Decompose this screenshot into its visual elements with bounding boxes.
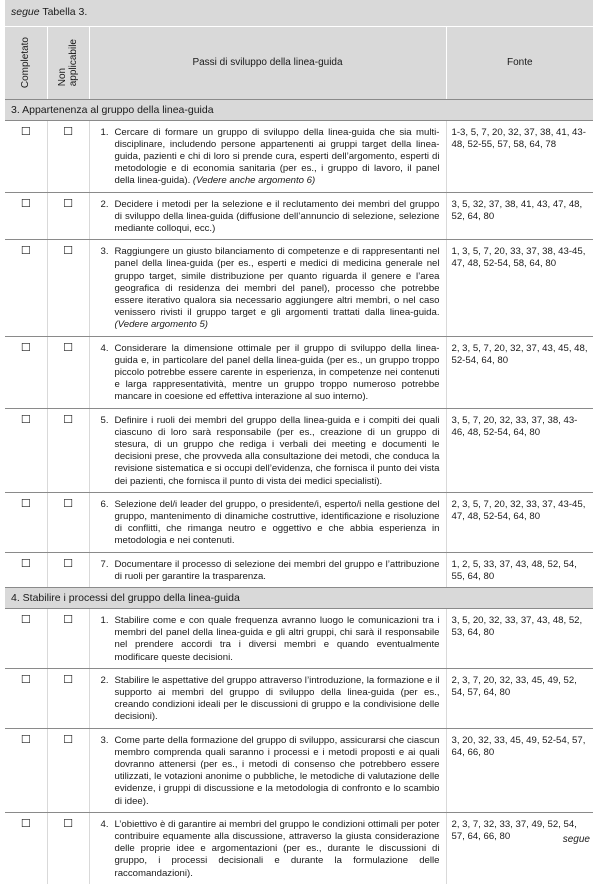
completed-checkbox[interactable]: ☐ [5,240,47,336]
step-text: Decidere i metodi per la selezione e il reclutamento dei membri del gruppo di sviluppo della linea-guida (diffusione dell’annuncio di selezione, selezione mediante colloqui, ecc.) [114,198,440,234]
table-header [5,26,593,99]
step-text: Stabilire le aspettative del gruppo attraverso l’introduzione, la formazione e il supporto ai membri del gruppo di sviluppo della linea-guida (per es., creando condizioni ideali per le discussioni di gruppo e la condivisione delle decisioni). [114,674,440,723]
step-text-block [115,819,440,880]
table-row [5,492,593,552]
step-cell [89,336,446,408]
step-number: 7. [100,558,109,570]
step-cell [89,728,446,812]
step-number: 4. [100,342,109,354]
source-references: 3, 5, 32, 37, 38, 41, 43, 47, 48, 52, 64, 80 [446,192,593,240]
table-row [5,192,593,240]
table-row [5,668,593,728]
step-cross-reference: (Vedere anche argomento 6) [192,175,316,187]
section-title: 4. Stabilire i processi del gruppo della linea-guida [5,588,593,609]
completed-checkbox[interactable]: ☐ [5,120,47,192]
step-cell [89,492,446,552]
table-row [5,728,593,812]
completed-checkbox[interactable]: ☐ [5,492,47,552]
source-references: 1, 2, 5, 33, 37, 43, 48, 52, 54, 55, 64, 80 [446,552,593,587]
step-text: Definire i ruoli dei membri del gruppo della linea-guida e i compiti dei quali ciascuno di loro sarà responsabile (per es., creazione di un gruppo di stesura, di un gruppo che rediga i verbali dei meeting e documenti le decisioni prese, che provveda alla consultazione dei metodi, che conduca la revisione sistematica e si occupi dell’evidenza, che fornisca il punto dei vista dei pazienti, che fornisca il punto di vista dei medici specialisti). [114,414,440,487]
step-text-block [115,415,440,488]
guideline-checklist-table [5,0,593,884]
completed-checkbox[interactable]: ☐ [5,812,47,884]
table-row [5,552,593,587]
header-not-applicable [47,26,89,99]
not-applicable-checkbox[interactable]: ☐ [47,492,89,552]
continuation-note: segue [562,834,590,845]
completed-checkbox[interactable]: ☐ [5,668,47,728]
not-applicable-checkbox[interactable]: ☐ [47,552,89,587]
step-number: 2. [100,198,109,210]
source-references: 2, 3, 5, 7, 20, 32, 33, 37, 43-45, 47, 48, 52-54, 64, 80 [446,492,593,552]
table-row [5,609,593,669]
step-text-block [115,735,440,808]
header-steps: Passi di sviluppo della linea-guida [89,26,446,99]
step-text: Selezione del/i leader del gruppo, o presidente/i, esperto/i nella gestione del gruppo, mantenimento di dinamiche costruttive, identificazione e risoluzione di conflitti, che rimanga neutro e oggettivo e che abbia esperienza in metodologia e nei contenuti. [114,498,440,547]
not-applicable-checkbox[interactable]: ☐ [47,609,89,669]
step-number: 1. [100,615,109,626]
source-references: 1-3, 5, 7, 20, 32, 37, 38, 41, 43-48, 52-55, 57, 58, 64, 78 [446,120,593,192]
step-text-block [115,559,440,583]
table-row [5,240,593,336]
step-text: Stabilire come e con quale frequenza avranno luogo le comunicazioni tra i membri del panel della linea-guida e gli altri gruppi, chi sarà il responsabile nel prendere accordi tra i diversi membri e quando eventualmente modificare queste decisioni. [114,615,440,663]
step-text-block [115,499,440,548]
completed-checkbox[interactable]: ☐ [5,728,47,812]
step-cell [89,668,446,728]
step-cell [89,609,446,669]
step-text: L’obiettivo è di garantire ai membri del gruppo le condizioni ottimali per poter contribuire equamente alla discussione, attraverso la giusta considerazione delle proprie idee e argomentazioni (per es., durante le discussioni di gruppo, i processi decisionali e durante la formulazione delle raccomandazioni). [114,818,440,879]
table-row [5,408,593,492]
step-text-block [115,615,440,664]
source-references: 2, 3, 7, 32, 33, 37, 49, 52, 54, 57, 64, 66, 80 [451,818,577,843]
section-title: 3. Appartenenza al gruppo della linea-guida [5,99,593,120]
table-row [5,120,593,192]
not-applicable-checkbox[interactable]: ☐ [47,336,89,408]
section-header [5,588,593,609]
completed-checkbox[interactable]: ☐ [5,408,47,492]
not-applicable-checkbox[interactable]: ☐ [47,668,89,728]
step-text: Come parte della formazione del gruppo di sviluppo, assicurarsi che ciascun membro comprenda quali saranno i processi e i metodi proposti e ai quali dovranno attenersi (per es., i metodi di consenso che potrebbero essere utilizzati, le votazioni anonime o pubbliche, le metodiche di valutazione delle evidenze, i gruppi di discussione e la metodologia di confronto e lo scambio di idee). [114,734,440,807]
step-text-block [115,127,440,188]
source-references: 3, 5, 20, 32, 33, 37, 43, 48, 52, 53, 64, 80 [446,609,593,669]
step-text: Cercare di formare un gruppo di sviluppo della linea-guida che sia multi-disciplinare, includendo persone appartenenti ai gruppi target della linea-guida, pazienti e chi di loro si prende cura, esperti dell’argomento, esperti di metodologie e di economia sanitaria (per es., i gruppo di lavoro, il panel della linea-guida). [114,126,440,187]
header-source: Fonte [446,26,593,99]
source-references: 2, 3, 5, 7, 20, 32, 37, 43, 45, 48, 52-54, 64, 80 [446,336,593,408]
step-number: 2. [100,674,109,686]
source-references: 2, 3, 7, 20, 32, 33, 45, 49, 52, 54, 57, 64, 80 [446,668,593,728]
not-applicable-checkbox[interactable]: ☐ [47,408,89,492]
table-caption [5,0,593,26]
step-number: 3. [100,734,109,746]
not-applicable-checkbox[interactable]: ☐ [47,120,89,192]
step-text-block [115,675,440,724]
step-text: Documentare il processo di selezione dei membri del gruppo e l’attribuzione di ruoli per garantire la trasparenza. [114,558,440,582]
not-applicable-checkbox[interactable]: ☐ [47,240,89,336]
step-number: 1. [100,126,109,138]
not-applicable-checkbox[interactable]: ☐ [47,812,89,884]
header-na-line1: Non [57,67,68,87]
source-references: 1, 3, 5, 7, 20, 33, 37, 38, 43-45, 47, 48, 52-54, 58, 64, 80 [446,240,593,336]
not-applicable-checkbox[interactable]: ☐ [47,192,89,240]
step-text: Raggiungere un giusto bilanciamento di competenze e di rappresentanti nel panel della linea-guida (per es., esperti e medici di medicina generale nel gruppo target, simile distribuzione per quanto riguarda il genere e l’area geografica di residenza dei membri del panel), processo che potrebbe essere iterativo qualora sia necessario aggiungere altri membri, o nel caso venissero rivisti il gruppo target e gli argomenti trattati dalla linea-guida. [114,246,440,319]
section-header [5,99,593,120]
caption-title: Tabella 3. [42,6,88,18]
table-row [5,336,593,408]
step-number: 5. [100,414,109,426]
table-row [5,812,593,884]
step-text-block [115,246,440,331]
completed-checkbox[interactable]: ☐ [5,609,47,669]
step-cell [89,552,446,587]
step-number: 4. [100,818,109,830]
completed-checkbox[interactable]: ☐ [5,552,47,587]
step-cell [89,408,446,492]
step-cell [89,192,446,240]
completed-checkbox[interactable]: ☐ [5,192,47,240]
step-number: 3. [100,246,109,258]
step-text-block [115,343,440,404]
header-na-line2: applicabile [68,38,79,87]
caption-prefix: segue [11,6,40,18]
step-text-block [115,199,440,236]
step-cell [89,240,446,336]
source-references: 3, 20, 32, 33, 45, 49, 52-54, 57, 64, 66, 80 [446,728,593,812]
step-cross-reference: (Vedere argomento 5) [114,319,209,331]
completed-checkbox[interactable]: ☐ [5,336,47,408]
header-not-applicable-label [57,39,79,86]
step-number: 6. [100,498,109,510]
step-text: Considerare la dimensione ottimale per il gruppo di sviluppo della linea-guida e, in particolare del panel della linea-guida (per es., un gruppo troppo piccolo potrebbe essere carente in esperienza, in competenze nei contenuti e larga rappresentatività, mentre un gruppo troppo numeroso potrebbe mancare in coesione ed effettiva interazione al suo interno). [114,342,440,403]
step-cell [89,812,446,884]
header-completed-label: Completato [20,36,32,89]
not-applicable-checkbox[interactable]: ☐ [47,728,89,812]
source-references: 3, 5, 7, 20, 32, 33, 37, 38, 43-46, 48, 52-54, 64, 80 [446,408,593,492]
step-cell [89,120,446,192]
header-completed [5,26,47,99]
